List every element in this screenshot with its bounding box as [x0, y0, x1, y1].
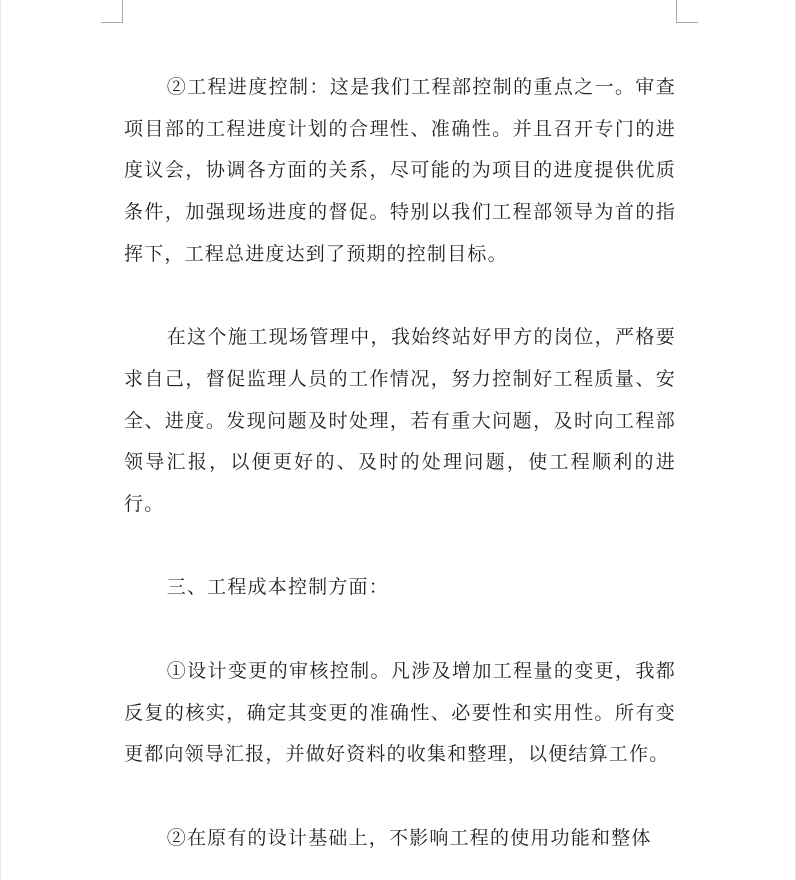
section-heading-cost-control: 三、工程成本控制方面：: [166, 576, 389, 599]
paragraph-design-change-review: ①设计变更的审核控制。凡涉及增加工程量的变更，我都反复的核实，确定其变更的准确性、必要性和实用性。所有变更都向领导汇报，并做好资料的收集和整理，以便结算工作。: [124, 659, 676, 766]
paragraph-progress-control: ②工程进度控制：这是我们工程部控制的重点之一。审查项目部的工程进度计划的合理性、准确性。并且召开专门的进度议会，协调各方面的关系，尽可能的为项目的进度提供优质条件，加强现场进度的督促。特别以我们工程部领导为首的指挥下，工程总进度达到了预期的控制目标。: [124, 76, 676, 265]
margin-corner-mark-left: [101, 0, 123, 23]
paragraph-site-management: 在这个施工现场管理中，我始终站好甲方的岗位，严格要求自己，督促监理人员的工作情况，努力控制好工程质量、安全、进度。发现问题及时处理，若有重大问题，及时向工程部领导汇报，以便更好的、及时的处理问题，使工程顺利的进行。: [124, 326, 676, 516]
paragraph-original-design: ②在原有的设计基础上，不影响工程的使用功能和整体: [166, 826, 652, 849]
document-body[interactable]: [124, 67, 676, 859]
margin-corner-mark-right: [676, 0, 698, 23]
